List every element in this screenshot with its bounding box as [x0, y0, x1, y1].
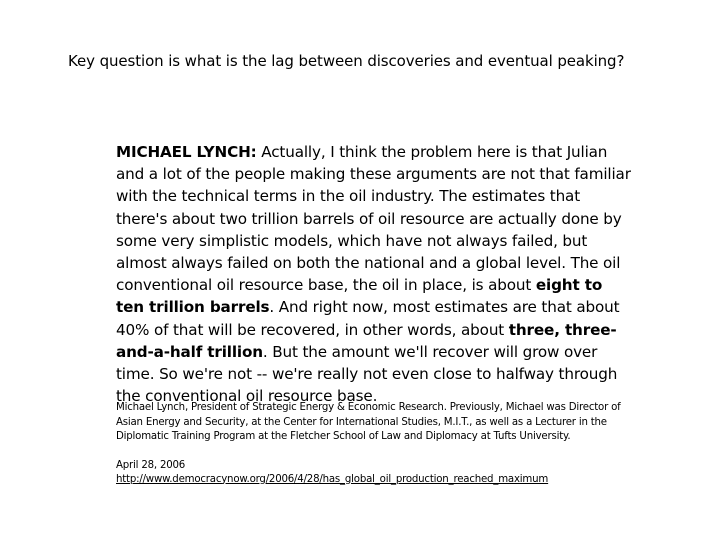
- quote-text-part-3: . But the amount we'll recover will grow over time. So we're not -- we're really not even close to halfway through the conventional oil resource base.: [116, 342, 618, 406]
- source-block: [116, 459, 676, 486]
- source-link[interactable]: http://www.democracynow.org/2006/4/28/has_global_oil_production_reached_maximum: [116, 473, 549, 485]
- speaker-bio: Michael Lynch, President of Strategic Energy & Economic Research. Previously, Michael was Director of Asian Energy and Security, at the Center for International Studies, M.I.T., as well as a Lecturer in the Diplomatic Training Program at the Fletcher School of Law and Diplomacy at Tufts University.: [116, 402, 621, 442]
- quote-text-part-1: Actually, I think the problem here is that Julian and a lot of the people making these arguments are not that familiar with the technical terms in the oil industry. The estimates that there's about two trillion barrels of oil resource are actually done by some very simplistic models, which have not always failed, but almost always failed on both the national and a global level. The oil conventional oil resource base, the oil in place, is about: [116, 143, 631, 295]
- quote-emphasis-1: eight to ten trillion barrels: [116, 276, 603, 317]
- slide-heading: Key question is what is the lag between discoveries and eventual peaking?: [68, 52, 625, 70]
- quote-block: [116, 141, 634, 407]
- quote-speaker: MICHAEL LYNCH:: [116, 143, 257, 161]
- source-date: April 28, 2006: [116, 460, 186, 471]
- quote-text-part-2: . And right now, most estimates are that about 40% of that will be recovered, in other words, about: [116, 298, 620, 339]
- quote-emphasis-2: three, three-and-a-half trillion: [116, 320, 617, 361]
